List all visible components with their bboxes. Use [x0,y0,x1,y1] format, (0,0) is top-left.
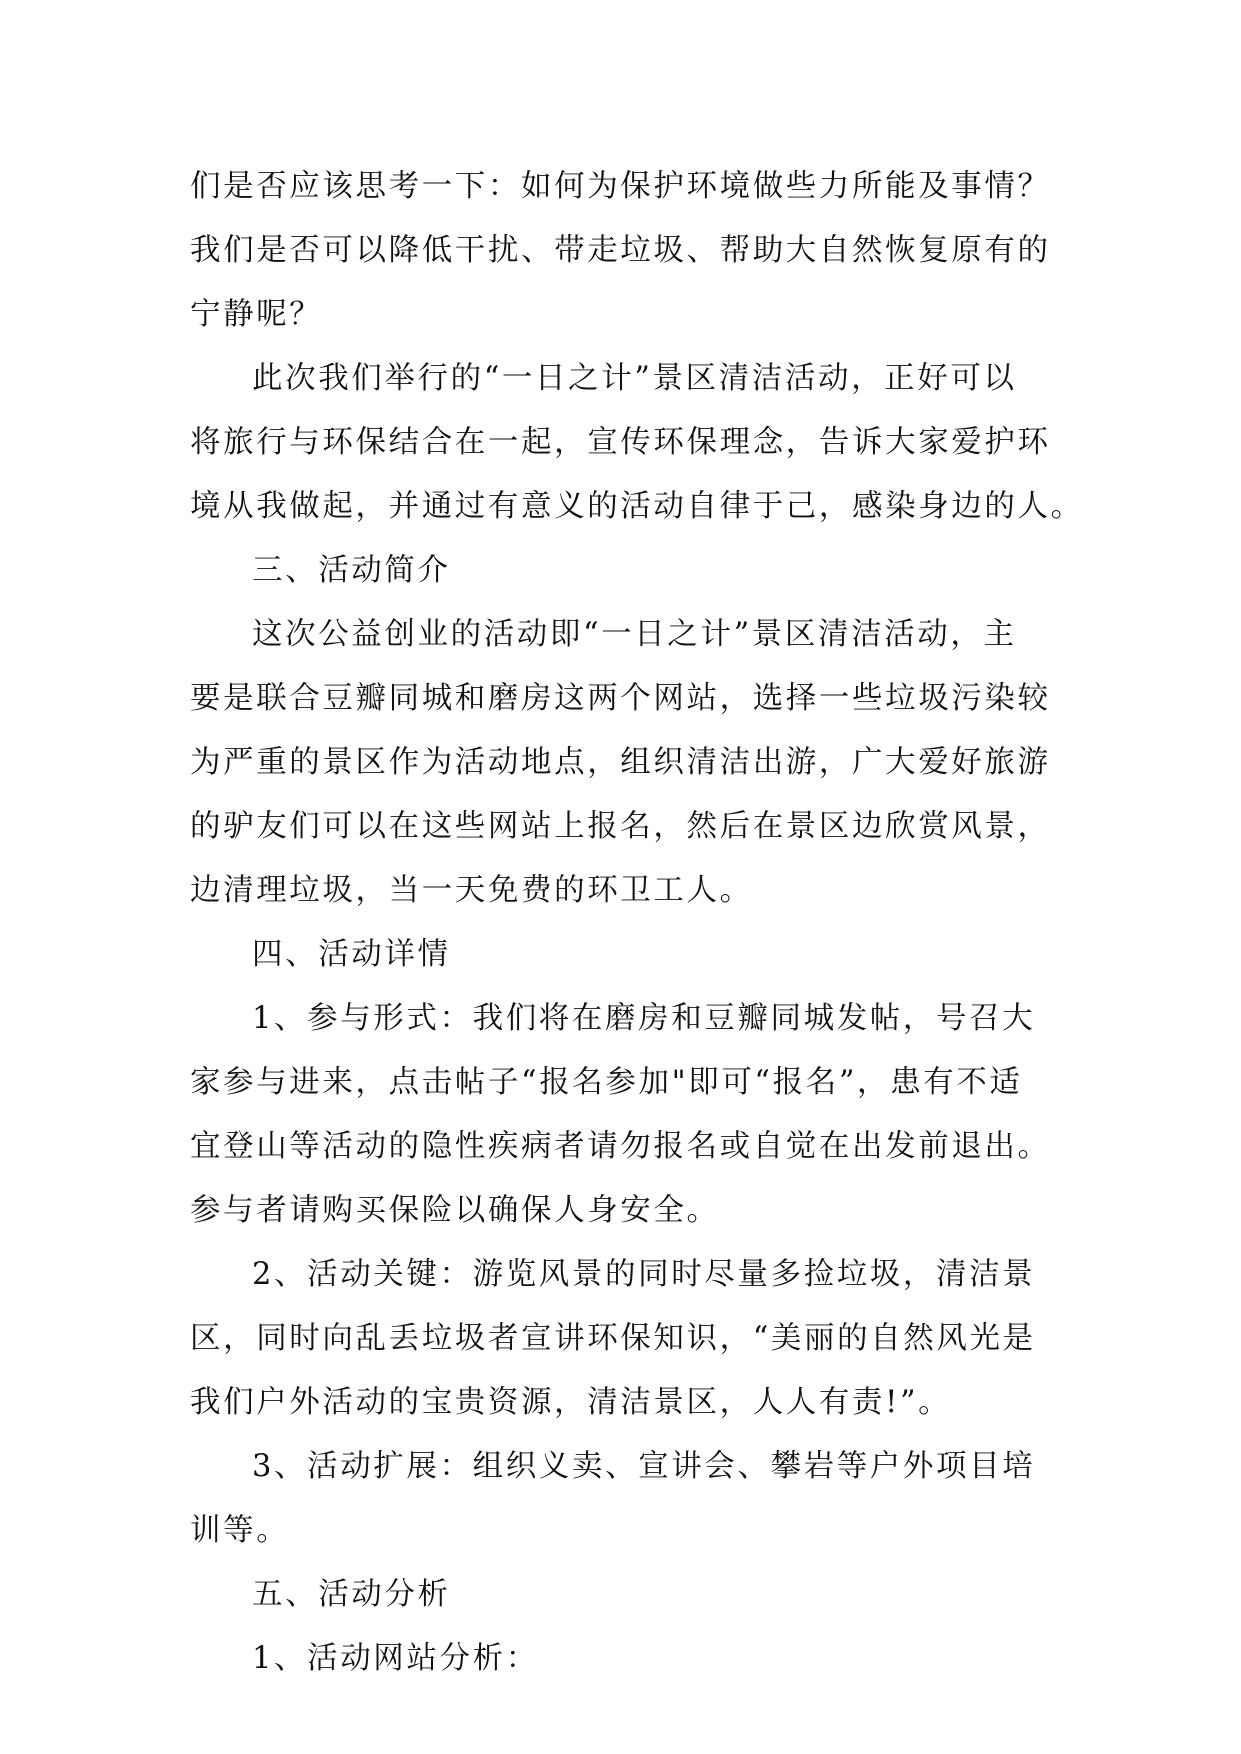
text-line: 境从我做起，并通过有意义的活动自律于己，感染身边的人。 [190,489,1084,524]
text-line: 参与者请购买保险以确保人身安全。 [190,1193,720,1228]
text-line: 们是否应该思考一下：如何为保护环境做些力所能及事情？ [190,169,1051,204]
document-body [190,155,1084,1691]
text-line: 家参与进来，点击帖子“报名参加"即可“报名”，患有不适 [190,1065,1023,1100]
text-line: 要是联合豆瓣同城和磨房这两个网站，选择一些垃圾污染较 [190,681,1051,716]
text-line: 四、活动详情 [252,937,451,972]
text-line: 五、活动分析 [252,1577,451,1612]
text-line: 宜登山等活动的隐性疾病者请勿报名或自觉在出发前退出。 [190,1129,1051,1164]
text-line: 将旅行与环保结合在一起，宣传环保理念，告诉大家爱护环 [190,425,1051,460]
text-line: 1、参与形式：我们将在磨房和豆瓣同城发帖，号召大 [252,1001,1036,1036]
text-line: 为严重的景区作为活动地点，组织清洁出游，广大爱好旅游 [190,745,1051,780]
text-line: 2、活动关键：游览风景的同时尽量多捡垃圾，清洁景 [252,1257,1036,1292]
text-line: 我们户外活动的宝贵资源，清洁景区，人人有责!”。 [190,1385,952,1420]
text-line: 此次我们举行的“一日之计”景区清洁活动，正好可以 [252,361,1017,396]
text-line: 区，同时向乱丢垃圾者宣讲环保知识，“美丽的自然风光是 [190,1321,1036,1356]
text-line: 三、活动简介 [252,553,451,588]
text-line: 1、活动网站分析： [252,1641,539,1676]
text-line: 这次公益创业的活动即“一日之计”景区清洁活动，主 [252,617,1017,652]
text-line: 的驴友们可以在这些网站上报名，然后在景区边欣赏风景， [190,809,1051,844]
text-line: 3、活动扩展：组织义卖、宣讲会、攀岩等户外项目培 [252,1449,1036,1484]
text-line: 边清理垃圾，当一天免费的环卫工人。 [190,873,753,908]
text-line: 宁静呢？ [190,297,323,332]
text-line: 我们是否可以降低干扰、带走垃圾、帮助大自然恢复原有的 [190,233,1051,268]
text-line: 训等。 [190,1513,290,1548]
